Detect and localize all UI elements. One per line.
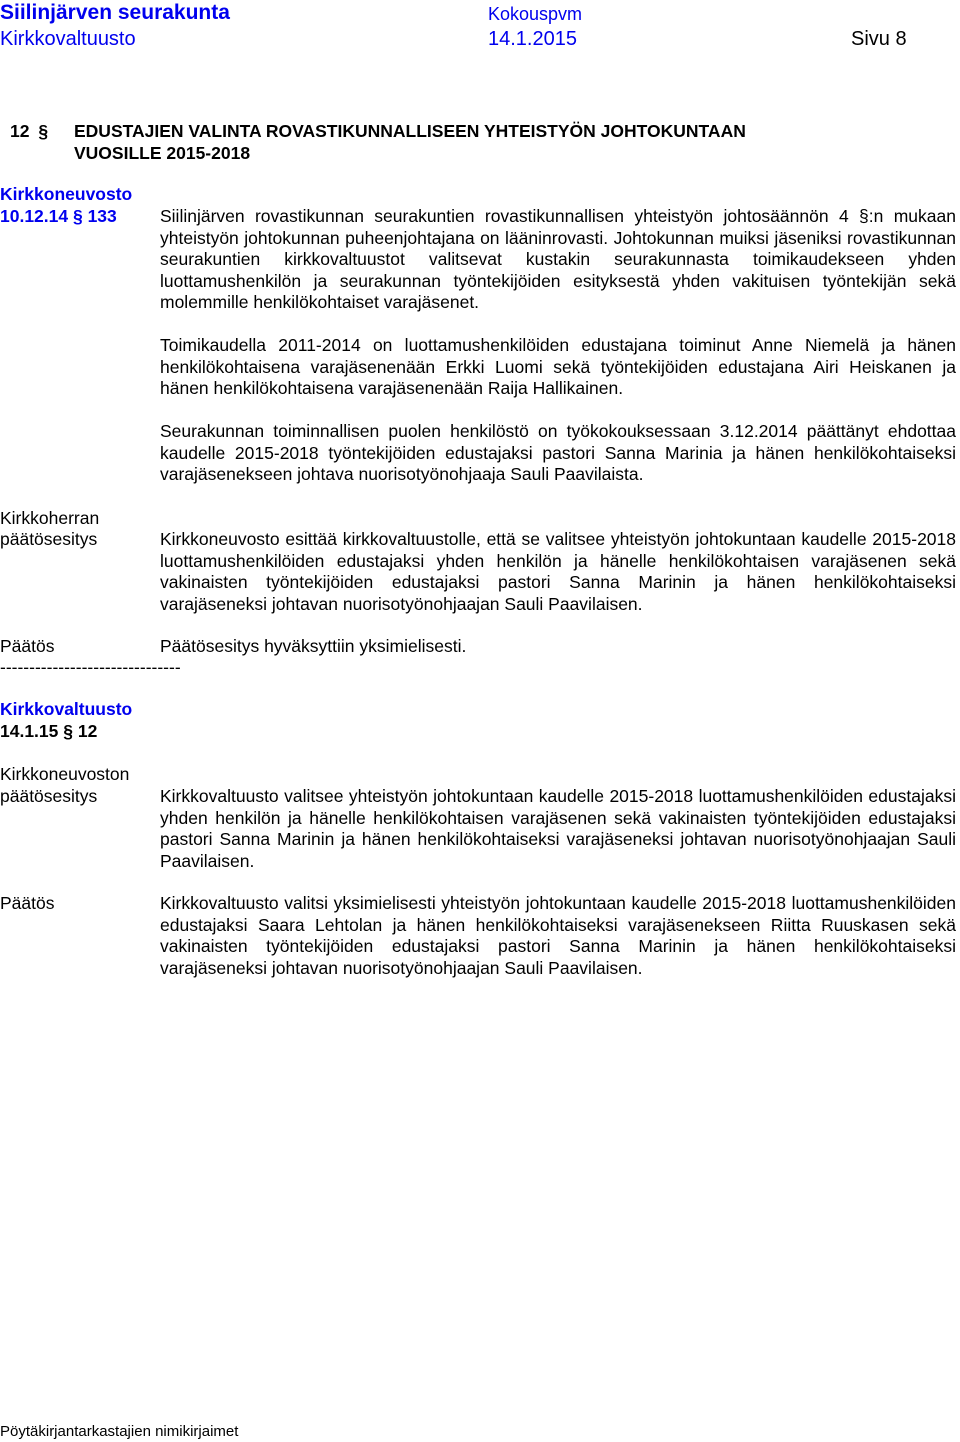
kn-heading[interactable]: Kirkkoneuvosto <box>0 184 133 204</box>
kv-proposal-label-2: päätösesitys <box>0 786 98 806</box>
kv-ref: 14.1.15 § 12 <box>0 721 98 741</box>
body-name[interactable]: Kirkkovaltuusto <box>0 28 136 50</box>
kn-ref[interactable]: 10.12.14 § 133 <box>0 206 117 226</box>
kv-proposal: Kirkkovaltuusto valitsee yhteistyön johtokuntaan kaudelle 2015-2018 luottamushenkilöiden edustajaksi yhden henkilön ja hänelle henkilökohtaisen varajäsenen sekä vakinaisten työntekijöiden edustajaksi pastori Sanna Marinin ja hänen henkilökohtaiseksi varajäseneksi johtavan nuorisotyönohjaajan Sauli Paavilaisen. <box>160 786 956 871</box>
kn-paragraph-1: Siilinjärven rovastikunnan seurakuntien rovastikunnallisen yhteistyön johtosäännön 4 §:n mukaan yhteistyön johtokunnan puheenjohtajana on lääninrovasti. Johtokunnan muiksi jäseniksi rovastikunnan seurakuntien kirkkovaltuustot valitsevat kustakin seurakunnasta toimikaudekseen yhden luottamushenkilön ja seurakunnan työntekijöiden esityksestä yhden vakituisen työntekijän sekä molemmille henkilökohtaiset varajäsenet. <box>160 206 956 312</box>
meeting-label[interactable]: Kokouspvm <box>488 4 583 24</box>
section-sign: § <box>38 121 49 141</box>
org-name[interactable]: Siilinjärven seurakunta <box>0 1 230 24</box>
kv-proposal-label-1: Kirkkoneuvoston <box>0 764 130 784</box>
kn-decision: Päätösesitys hyväksyttiin yksimielisesti. <box>160 636 467 656</box>
kv-heading[interactable]: Kirkkovaltuusto <box>0 699 133 719</box>
kn-paragraph-3: Seurakunnan toiminnallisen puolen henkilöstö on työkokouksessaan 3.12.2014 päättänyt ehdottaa kaudelle 2015-2018 työntekijöiden edustajaksi pastori Sanna Marinia ja hänen henkilökohtaiseksi varajäsenekseen johtava nuorisotyönohjaaja Sauli Paavilaista. <box>160 421 956 484</box>
kn-proposal: Kirkkoneuvosto esittää kirkkovaltuustolle, että se valitsee yhteistyön johtokuntaan kaudelle 2015-2018 luottamushenkilöiden edustajaksi yhden henkilön ja hänelle henkilökohtaisen varajäsenen sekä vakinaisten työntekijöiden edustajaksi pastori Sanna Marinin ja hänen henkilökohtaiseksi varajäseneksi johtavan nuorisotyönohjaajan Sauli Paavilaisen. <box>160 529 956 614</box>
kv-decision: Kirkkovaltuusto valitsi yksimielisesti yhteistyön johtokuntaan kaudelle 2015-2018 luottamushenkilöiden edustajaksi Saara Lehtolan ja hänen henkilökohtaiseksi varajäsenekseen Riitta Ruuskasen sekä vakinaisten työntekijöiden edustajaksi pastori Sanna Marinin ja hänen henkilökohtaiseksi varajäseneksi johtavan nuorisotyönohjaajan Sauli Paavilaisen. <box>160 893 956 978</box>
page-number: Sivu 8 <box>851 28 907 50</box>
kn-paragraph-2: Toimikaudella 2011-2014 on luottamushenkilöiden edustajana toiminut Anne Niemelä ja hänen henkilökohtaisena varajäsenenään Erkki Luomi sekä työntekijöiden edustajana Airi Heiskanen ja hänen henkilökohtaisena varajäsenenään Raija Hallikainen. <box>160 335 956 398</box>
signature-footer: Pöytäkirjantarkastajien nimikirjaimet <box>0 1423 239 1440</box>
item-number: 12 <box>10 121 30 141</box>
item-title: EDUSTAJIEN VALINTA ROVASTIKUNNALLISEEN YHTEISTYÖN JOHTOKUNTAAN VUOSILLE 2015-2018 <box>74 121 746 163</box>
divider: ------------------------------- <box>0 657 181 677</box>
kv-decision-label: Päätös <box>0 893 55 913</box>
kn-decision-label: Päätös <box>0 636 55 656</box>
meeting-date[interactable]: 14.1.2015 <box>488 28 577 50</box>
kn-proposal-label-1: Kirkkoherran <box>0 508 100 528</box>
kn-proposal-label-2: päätösesitys <box>0 529 98 549</box>
